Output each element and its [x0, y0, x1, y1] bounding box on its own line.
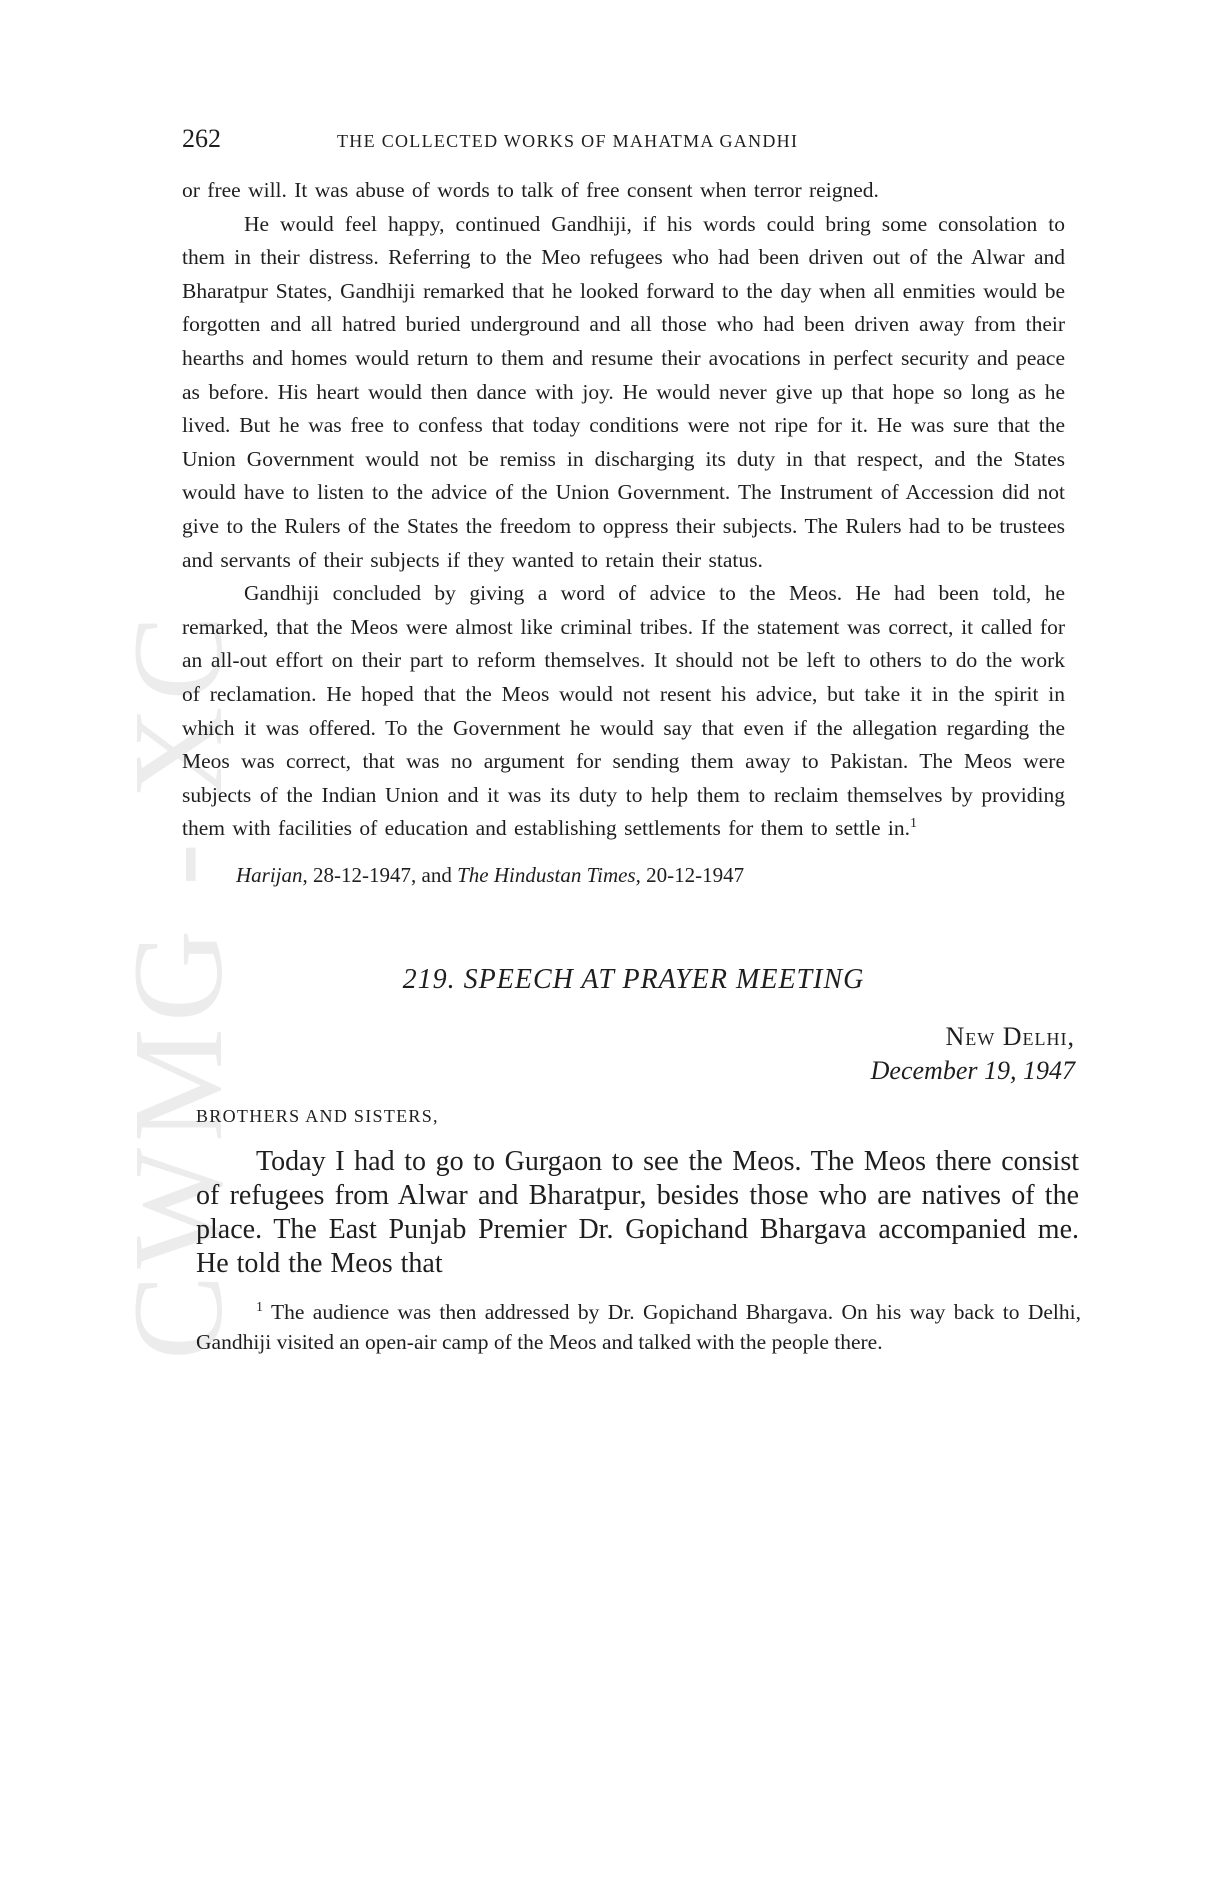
running-head	[182, 124, 1065, 166]
paragraph: He would feel happy, continued Gandhiji, if his words could bring some consolation to them in their distress. Referring to the Meo refugees who had been driven out of the Alwar and Bharatpur States, Gandhiji remarked that he looked forward to the day when all enmities would be forgotten and all hatred buried underground and all those who had been driven away from their hearths and homes would return to them and resume their avocations in perfect security and peace as before. His heart would then dance with joy. He would never give up that hope so long as he lived. But he was free to confess that today conditions were not ripe for it. He was sure that the Union Government would not be remiss in discharging its duty in that respect, and the States would have to listen to the advice of the Union Government. The Instrument of Accession did not give to the Rulers of the States the freedom to oppress their subjects. The Rulers had to be trustees and servants of their subjects if they wanted to retain their status.	[182, 211, 1065, 572]
dateline-date: December 19, 1947	[870, 1055, 1075, 1085]
page-number: 262	[182, 124, 221, 153]
citation-date: , 28-12-1947, and	[302, 862, 458, 887]
footnote-text: The audience was then addressed by Dr. Gopichand Bhargava. On his way back to Delhi, Gandhiji visited an open-air camp of the Meos and talked with the people there.	[196, 1299, 1081, 1354]
body-text	[182, 174, 1065, 846]
salutation: BROTHERS AND SISTERS,	[196, 1105, 439, 1126]
citation-source: Harijan	[236, 862, 303, 887]
continued-paragraph: or free will. It was abuse of words to talk of free consent when terror reigned.	[182, 178, 879, 202]
footnote	[196, 1297, 1081, 1357]
section-heading: 219. SPEECH AT PRAYER MEETING	[402, 963, 865, 995]
paragraph-with-footnote	[182, 577, 1065, 846]
citation-date: , 20-12-1947	[635, 862, 745, 887]
source-citation	[182, 860, 1065, 890]
page-content	[182, 124, 1081, 1357]
speech-text	[196, 1145, 1079, 1281]
dateline	[182, 1020, 1075, 1088]
running-title: THE COLLECTED WORKS OF MAHATMA GANDHI	[337, 131, 799, 151]
footnote-reference[interactable]: 1	[909, 816, 917, 832]
paragraph-text: Gandhiji concluded by giving a word of advice to the Meos. He had been told, he remarked, that the Meos were almost like criminal tribes. If the statement was correct, it called for an all-out effort on their part to reform themselves. It should not be left to others to do the work of reclamation. He hoped that the Meos would not resent his advice, but take it in the spirit in which it was offered. To the Government he would say that even if the allegation regarding the Meos was correct, that was no argument for sending them away to Pakistan. The Meos were subjects of the Indian Union and it was its duty to help them to reclaim themselves by providing them with facilities of education and establishing settlements for them to settle in.	[182, 581, 1065, 841]
watermark-text: CWMG - XC	[107, 609, 249, 1360]
speech-paragraph: Today I had to go to Gurgaon to see the Meos. The Meos there consist of refugees from Alwar and Bharatpur, besides those who are natives of the place. The East Punjab Premier Dr. Gopichand Bhargava accompanied me. He told the Meos that	[196, 1145, 1079, 1279]
citation-source: The Hindustan Times	[457, 862, 636, 887]
footnote-marker: 1	[256, 1299, 263, 1315]
dateline-place: New Delhi,	[945, 1021, 1075, 1051]
